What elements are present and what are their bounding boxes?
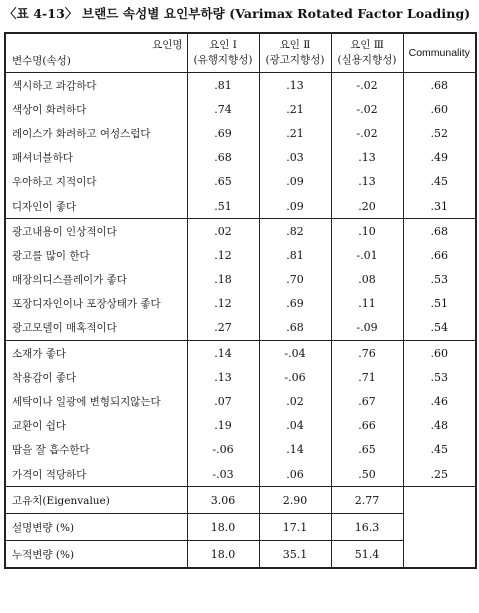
factor-2-summary: 35.1: [259, 541, 331, 569]
factor-3-loading: .13: [331, 146, 403, 170]
row-label: 색상이 화려하다: [12, 103, 87, 116]
table-row: [5, 462, 476, 487]
factor-1-loading: .81: [187, 73, 259, 98]
table-row: [5, 316, 476, 341]
factor-1-loading: .12: [187, 243, 259, 267]
table-row: [5, 292, 476, 316]
communality-value: .53: [403, 268, 476, 292]
factor-1-loading: .13: [187, 365, 259, 389]
table-row: [5, 365, 476, 389]
table-row: [5, 97, 476, 121]
communality-value: .31: [403, 194, 476, 219]
factor-3-loading: .13: [331, 170, 403, 194]
factor-3-sub: (실용지향성): [337, 54, 397, 66]
table-row: [5, 121, 476, 145]
communality-value: .46: [403, 389, 476, 413]
factor-2-loading: .82: [259, 219, 331, 244]
factor-3-loading: .50: [331, 462, 403, 487]
factor-1-summary: 3.06: [187, 487, 259, 514]
factor-3-header: [331, 33, 403, 73]
factor-3-loading: .71: [331, 365, 403, 389]
row-label: 섹시하고 과감하다: [12, 79, 97, 92]
factor-3-loading: .10: [331, 219, 403, 244]
table-row: [5, 219, 476, 244]
row-label: 레이스가 화려하고 여성스럽다: [12, 127, 151, 140]
communality-value: .60: [403, 341, 476, 366]
factor-3-loading: .76: [331, 341, 403, 366]
factor-1-loading: .12: [187, 292, 259, 316]
summary-label: 고유치(Eigenvalue): [5, 487, 187, 514]
factor-3-loading: .11: [331, 292, 403, 316]
factor-2-loading: .03: [259, 146, 331, 170]
table-caption: 〈표 4-13〉 브랜드 속성별 요인부하량 (Varimax Rotated Factor Loading): [4, 6, 471, 21]
factor-3-summary: 2.77: [331, 487, 403, 514]
row-label: 광고내용이 인상적이다: [5, 219, 187, 244]
table-row: [5, 73, 476, 98]
factor-2-sub: (광고지향성): [265, 54, 325, 66]
factor-2-loading: .09: [259, 170, 331, 194]
factor-1-loading: .51: [187, 194, 259, 219]
table-header-row: [5, 33, 476, 73]
summary-label: 누적변량 (%): [5, 541, 187, 569]
factor-3-loading: .66: [331, 414, 403, 438]
factor-2-loading: .68: [259, 316, 331, 341]
empty-cell: [403, 541, 476, 569]
factor-3-loading: -.01: [331, 243, 403, 267]
factor-1-loading: .68: [187, 146, 259, 170]
communality-value: .48: [403, 414, 476, 438]
row-label: 교환이 쉽다: [12, 420, 67, 433]
factor-2-loading: .09: [259, 194, 331, 219]
communality-value: .45: [403, 170, 476, 194]
communality-value: .68: [403, 219, 476, 244]
communality-value: .60: [403, 97, 476, 121]
factor-loading-table: [4, 32, 477, 569]
factor-1-loading: .02: [187, 219, 259, 244]
factor-3-loading: .65: [331, 438, 403, 462]
factor-2-loading: -.06: [259, 365, 331, 389]
factor-2-name: 요인 Ⅱ: [279, 39, 311, 51]
factor-2-loading: .70: [259, 268, 331, 292]
factor-3-name: 요인 Ⅲ: [350, 39, 384, 51]
factor-3-loading: .08: [331, 268, 403, 292]
factor-name-header: 요인명: [152, 39, 183, 51]
factor-1-summary: 18.0: [187, 514, 259, 541]
factor-2-loading: .14: [259, 438, 331, 462]
summary-row: [5, 541, 476, 569]
row-label: 가격이 적당하다: [12, 468, 87, 481]
factor-1-header: [187, 33, 259, 73]
empty-cell: [403, 514, 476, 541]
communality-value: .52: [403, 121, 476, 145]
factor-2-summary: 2.90: [259, 487, 331, 514]
summary-row: [5, 487, 476, 514]
factor-3-loading: -.09: [331, 316, 403, 341]
factor-2-summary: 17.1: [259, 514, 331, 541]
communality-value: .66: [403, 243, 476, 267]
factor-1-summary: 18.0: [187, 541, 259, 569]
table-row: [5, 389, 476, 413]
summary-label: 설명변량 (%): [5, 514, 187, 541]
table-row: [5, 243, 476, 267]
factor-1-loading: .27: [187, 316, 259, 341]
communality-value: .51: [403, 292, 476, 316]
factor-3-loading: .20: [331, 194, 403, 219]
table-row: [5, 341, 476, 366]
table-row: [5, 146, 476, 170]
communality-value: .49: [403, 146, 476, 170]
factor-2-loading: .13: [259, 73, 331, 98]
factor-1-loading: .69: [187, 121, 259, 145]
row-label: 포장디자인이나 포장상태가 좋다: [12, 298, 161, 311]
factor-1-loading: .14: [187, 341, 259, 366]
table-row: [5, 414, 476, 438]
factor-1-loading: .19: [187, 414, 259, 438]
row-label: 착용감이 좋다: [12, 371, 77, 384]
row-label: 우아하고 지적이다: [12, 176, 97, 189]
factor-2-loading: .69: [259, 292, 331, 316]
communality-value: .25: [403, 462, 476, 487]
row-label: 디자인이 좋다: [12, 200, 77, 213]
factor-1-loading: -.06: [187, 438, 259, 462]
factor-1-name: 요인 Ⅰ: [209, 39, 237, 51]
factor-3-summary: 51.4: [331, 541, 403, 569]
factor-3-loading: .67: [331, 389, 403, 413]
factor-2-loading: .81: [259, 243, 331, 267]
communality-value: .45: [403, 438, 476, 462]
variable-name-header: 변수명(속성): [12, 55, 71, 67]
factor-3-loading: -.02: [331, 97, 403, 121]
row-label: 광고모델이 매혹적이다: [12, 322, 117, 335]
summary-row: [5, 514, 476, 541]
row-label: 패셔너블하다: [12, 152, 73, 165]
factor-3-summary: 16.3: [331, 514, 403, 541]
header-split-cell: [5, 33, 187, 73]
factor-1-loading: .07: [187, 389, 259, 413]
row-label: 매장의디스플레이가 좋다: [12, 274, 127, 287]
factor-3-loading: -.02: [331, 121, 403, 145]
communality-header: Communality: [403, 33, 476, 73]
row-label: 소재가 좋다: [5, 341, 187, 366]
factor-1-loading: .65: [187, 170, 259, 194]
factor-3-loading: -.02: [331, 73, 403, 98]
table-row: [5, 170, 476, 194]
factor-1-loading: -.03: [187, 462, 259, 487]
table-row: [5, 438, 476, 462]
factor-1-loading: .18: [187, 268, 259, 292]
empty-cell: [403, 487, 476, 514]
table-row: [5, 268, 476, 292]
table-row: [5, 194, 476, 219]
factor-2-loading: .04: [259, 414, 331, 438]
factor-2-header: [259, 33, 331, 73]
communality-value: .53: [403, 365, 476, 389]
factor-2-loading: .21: [259, 97, 331, 121]
factor-2-loading: .21: [259, 121, 331, 145]
factor-2-loading: .02: [259, 389, 331, 413]
communality-value: .68: [403, 73, 476, 98]
row-label: 땀을 잘 흡수한다: [12, 444, 90, 457]
factor-1-loading: .74: [187, 97, 259, 121]
factor-1-sub: (유행지향성): [193, 54, 253, 66]
row-label: 광고를 많이 한다: [12, 249, 90, 262]
factor-2-loading: -.04: [259, 341, 331, 366]
communality-value: .54: [403, 316, 476, 341]
factor-2-loading: .06: [259, 462, 331, 487]
row-label: 세탁이나 일광에 변형되지않는다: [12, 396, 161, 409]
